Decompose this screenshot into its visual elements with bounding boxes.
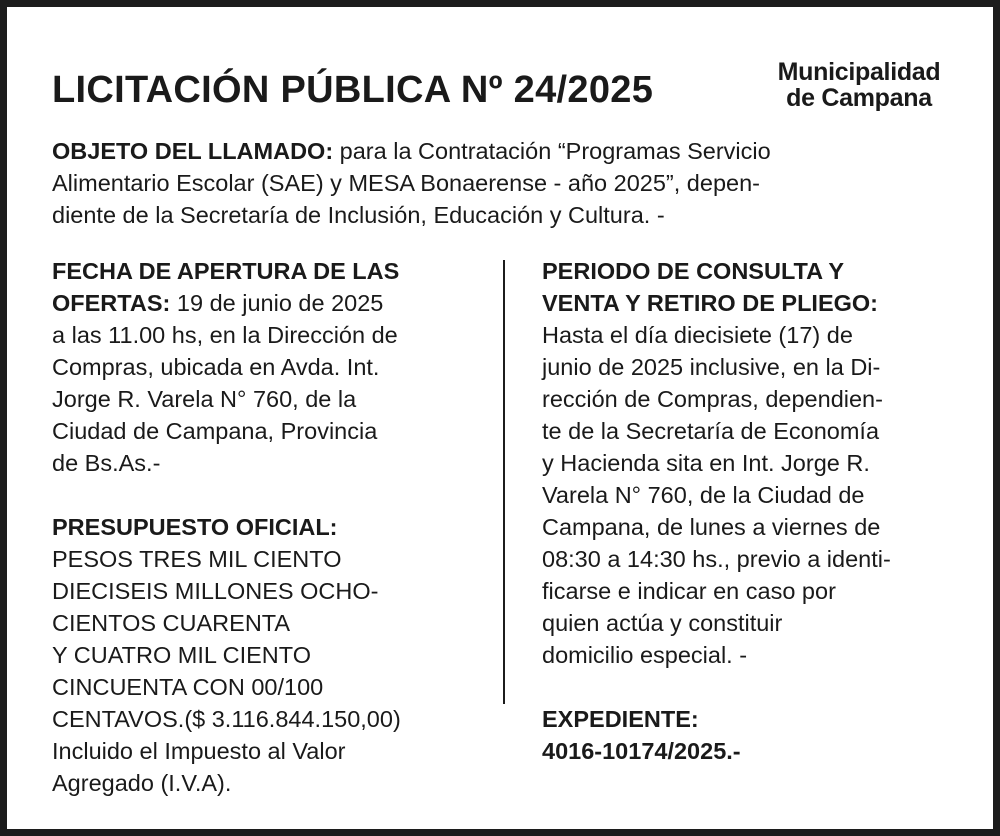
presupuesto-line: Y CUATRO MIL CIENTO: [52, 642, 311, 668]
fecha-line: de Bs.As.-: [52, 450, 161, 476]
fecha-line: Compras, ubicada en Avda. Int.: [52, 354, 380, 380]
presupuesto-line: PESOS TRES MIL CIENTO: [52, 546, 342, 572]
expediente-label: EXPEDIENTE:: [542, 706, 699, 732]
objeto-line-3: diente de la Secretaría de Inclusión, Educación y Cultura. -: [52, 202, 665, 228]
periodo-label-line-2: VENTA Y RETIRO DE PLIEGO:: [542, 290, 879, 316]
periodo-line: domicilio especial. -: [542, 642, 748, 668]
logo-line-2: de Campana: [786, 84, 932, 112]
objeto-label: OBJETO DEL LLAMADO:: [52, 138, 334, 164]
presupuesto-line: CINCUENTA CON 00/100: [52, 674, 324, 700]
presupuesto-line: Agregado (I.V.A).: [52, 770, 232, 796]
expediente-section: [542, 703, 972, 767]
right-column: [542, 255, 972, 767]
periodo-line: ficarse e indicar en caso por: [542, 578, 836, 604]
presupuesto-line: Incluido el Impuesto al Valor: [52, 738, 346, 764]
periodo-line: junio de 2025 inclusive, en la Di-: [542, 354, 881, 380]
presupuesto-amount: CENTAVOS.($ 3.116.844.150,00): [52, 706, 401, 732]
fecha-label-line-1: FECHA DE APERTURA DE LAS: [52, 258, 400, 284]
fecha-line: Ciudad de Campana, Provincia: [52, 418, 378, 444]
presupuesto-line: CIENTOS CUARENTA: [52, 610, 291, 636]
municipality-logo: [759, 59, 959, 111]
objeto-line-1: para la Contratación “Programas Servicio: [333, 138, 771, 164]
periodo-line: Campana, de lunes a viernes de: [542, 514, 881, 540]
fecha-label-line-2: OFERTAS:: [52, 290, 171, 316]
periodo-line: Hasta el día diecisiete (17) de: [542, 322, 853, 348]
periodo-line: te de la Secretaría de Economía: [542, 418, 880, 444]
periodo-line: rección de Compras, dependien-: [542, 386, 883, 412]
periodo-line: y Hacienda sita en Int. Jorge R.: [542, 450, 870, 476]
objeto-line-2: Alimentario Escolar (SAE) y MESA Bonaerense - año 2025”, depen-: [52, 170, 760, 196]
periodo-line: quien actúa y constituir: [542, 610, 783, 636]
periodo-line: Varela N° 760, de la Ciudad de: [542, 482, 865, 508]
left-column: [52, 255, 472, 799]
logo-line-1: Municipalidad: [777, 58, 941, 86]
fecha-apertura-section: [52, 255, 472, 479]
fecha-line: a las 11.00 hs, en la Dirección de: [52, 322, 398, 348]
fecha-date: 19 de junio de 2025: [170, 290, 384, 316]
periodo-line: 08:30 a 14:30 hs., previo a identi-: [542, 546, 891, 572]
expediente-number: 4016-10174/2025.-: [542, 738, 741, 764]
objeto-section: [52, 135, 952, 231]
presupuesto-label: PRESUPUESTO OFICIAL:: [52, 514, 338, 540]
periodo-label-line-1: PERIODO DE CONSULTA Y: [542, 258, 845, 284]
presupuesto-section: [52, 511, 472, 799]
fecha-line: Jorge R. Varela N° 760, de la: [52, 386, 357, 412]
column-divider: [503, 260, 505, 704]
periodo-consulta-section: [542, 255, 972, 671]
presupuesto-line: DIECISEIS MILLONES OCHO-: [52, 578, 379, 604]
notice-title: LICITACIÓN PÚBLICA Nº 24/2025: [52, 69, 654, 111]
